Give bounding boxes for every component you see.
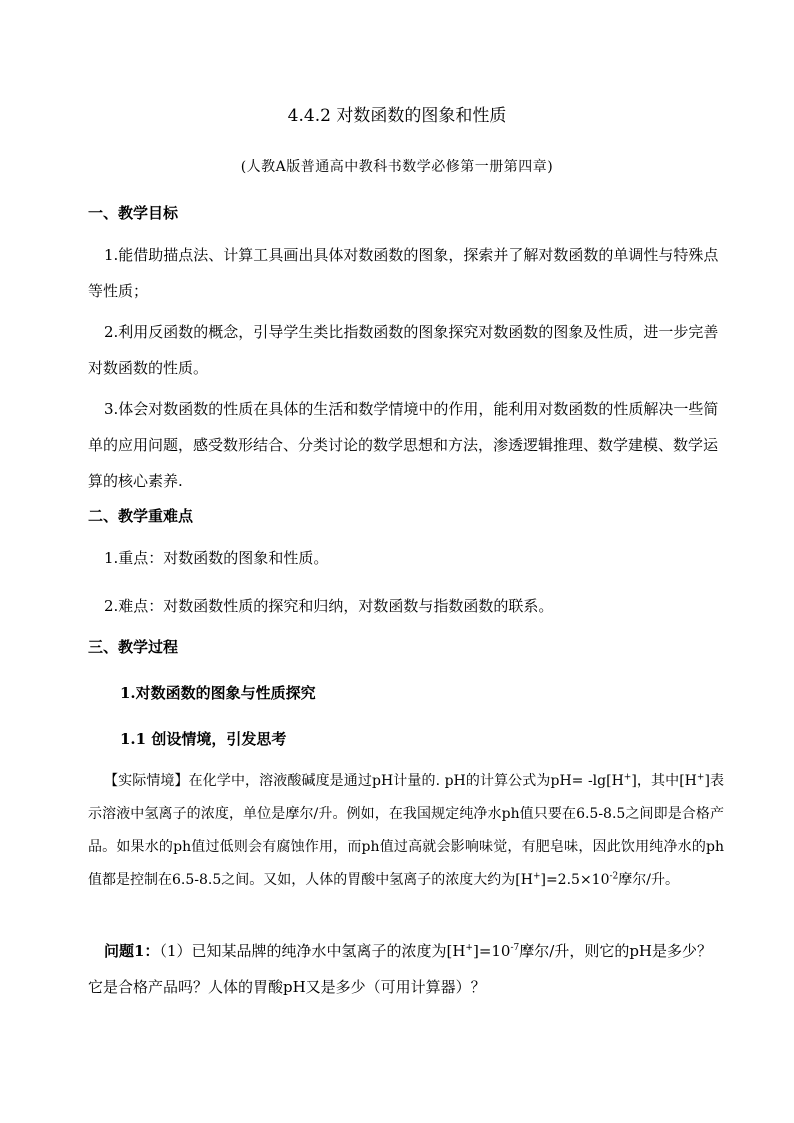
section-heading-objectives: 一、教学目标 — [88, 204, 179, 222]
scenario-label: 【实际情境】 — [104, 773, 189, 789]
subsection-heading-1: 1.对数函数的图象与性质探究 — [120, 684, 316, 702]
section-heading-key-points: 二、教学重难点 — [88, 507, 194, 525]
key-point-item-1: 1.重点：对数函数的图象和性质。 — [104, 549, 329, 567]
document-title: 4.4.2 对数函数的图象和性质 — [287, 106, 507, 126]
section-heading-process: 三、教学过程 — [88, 638, 179, 656]
objective-item-2: 2.利用反函数的概念，引导学生类比指数函数的图象探究对数函数的图象及性质，进一步完善对数函数的性质。 — [88, 323, 719, 377]
document-subtitle: (人教A版普通高中教科书数学必修第一册第四章) — [240, 159, 554, 175]
question-1-paragraph: 问题1：（1）已知某品牌的纯净水中氢离子的浓度为$[H^+]=10^{-7}$摩尔/升，则它的pH是多少？它是合格产品吗？人体的胃酸pH又是多少（可用计算器）？ — [88, 942, 713, 996]
objective-item-1: 1.能借助描点法、计算工具画出具体对数函数的图象，探索并了解对数函数的单调性与特殊点等性质； — [88, 246, 719, 300]
question-1-label: 问题1： — [104, 942, 160, 960]
subsection-heading-1-1: 1.1 创设情境，引发思考 — [120, 730, 287, 748]
key-point-item-2: 2.难点：对数函数性质的探究和归纳，对数函数与指数函数的联系。 — [104, 597, 554, 615]
objective-item-3: 3.体会对数函数的性质在具体的生活和数学情境中的作用，能利用对数函数的性质解决一些简单的应用问题，感受数形结合、分类讨论的数学思想和方法，渗透逻辑推理、数学建模、数学运算的核心素养. — [88, 400, 719, 490]
scenario-paragraph: 【实际情境】在化学中，溶液酸碱度是通过pH计量的. pH的计算公式为pH= -lg[H+]，其中[H+]表示溶液中氢离子的浓度，单位是摩尔/升。例如，在我国规定纯净水ph值只要在6.5-8.5之间即是合格产品。如果水的ph值过低则会有腐蚀作用，而ph值过高就会影响味觉，有肥皂味，因此饮用纯净水的ph值都是控制在6.5-8.5之间。又如，人体的胃酸中氢离子的浓度大约为$[H^+]=2.5\times 10^{-2}$摩尔/升。 — [88, 772, 725, 888]
